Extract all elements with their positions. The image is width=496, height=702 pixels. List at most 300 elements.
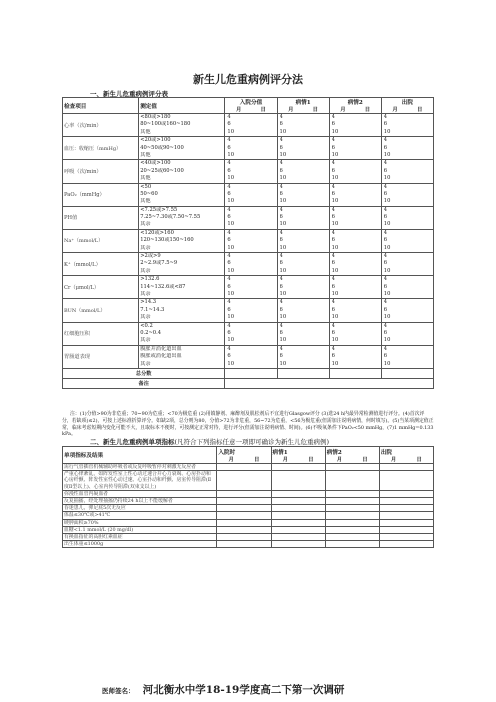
score-option: 6 xyxy=(279,190,283,197)
score-option: 10 xyxy=(279,151,287,158)
score-option: 4 xyxy=(331,229,335,236)
measured-value: >132.6 xyxy=(140,276,160,283)
indicator-row xyxy=(63,512,434,519)
indicator-text: 体温≤30℃或>41℃ xyxy=(63,512,217,519)
measured-value: 其他 xyxy=(140,128,151,135)
score-option: 6 xyxy=(279,283,283,290)
measured-value: <40或>100 xyxy=(140,160,171,167)
score-option: 6 xyxy=(227,237,231,244)
signature-line xyxy=(102,682,344,697)
indicator-check-cell[interactable] xyxy=(217,512,271,519)
score-cell[interactable] xyxy=(329,276,381,299)
score-option: 4 xyxy=(227,114,231,120)
row-measured-values xyxy=(139,183,225,206)
score-table xyxy=(62,97,434,389)
measured-value: >2或>9 xyxy=(140,253,161,260)
measured-value: <80或>180 xyxy=(140,114,171,120)
indicator-check-cell[interactable] xyxy=(217,498,271,505)
score-option: 6 xyxy=(383,306,388,313)
score-row xyxy=(63,137,434,160)
measured-value: <0.2 xyxy=(140,322,153,329)
row-item-name: K⁺（mmol/L） xyxy=(63,253,139,276)
measured-value: <50 xyxy=(140,183,152,190)
indicator-row xyxy=(63,490,434,497)
score-option: 10 xyxy=(331,360,339,367)
measured-value: 其余 xyxy=(140,244,151,251)
score-option: 6 xyxy=(227,121,231,128)
score-option: 6 xyxy=(331,283,335,290)
measured-value: >14.3 xyxy=(140,299,157,306)
score-option: 4 xyxy=(279,206,283,213)
score-cell[interactable] xyxy=(225,345,277,368)
score-row xyxy=(63,253,434,276)
score-cell[interactable] xyxy=(225,276,277,299)
score-cell[interactable] xyxy=(329,322,381,345)
score-option: 4 xyxy=(279,322,283,329)
score-option: 10 xyxy=(227,128,235,135)
total-cell[interactable] xyxy=(381,368,433,378)
score-option: 10 xyxy=(383,290,391,297)
measured-value: 其余 xyxy=(140,290,151,297)
score-option: 4 xyxy=(227,322,231,329)
score-cell[interactable] xyxy=(277,160,329,183)
score-cell[interactable] xyxy=(225,183,277,206)
score-cell[interactable] xyxy=(277,137,329,160)
score-cell[interactable] xyxy=(381,322,433,345)
score-option: 6 xyxy=(227,167,231,174)
indicator-check-cell[interactable] xyxy=(325,490,379,497)
score-option: 4 xyxy=(383,229,388,236)
score-option: 6 xyxy=(383,237,388,244)
indicator-check-cell[interactable] xyxy=(325,519,379,526)
score-option: 4 xyxy=(227,137,231,144)
indicator-check-cell[interactable] xyxy=(379,498,433,505)
row-item-name: 心率（次/min） xyxy=(63,114,139,137)
score-option: 4 xyxy=(279,183,283,190)
score-option: 10 xyxy=(383,337,391,344)
section2-heading: 二、新生儿危重病例单项指标(凡符合下列指标任意一项即可确诊为新生儿危重病例) xyxy=(90,438,330,446)
score-option: 10 xyxy=(331,267,339,274)
score-row xyxy=(63,322,434,345)
indicator-check-cell[interactable] xyxy=(379,464,433,471)
indicator-text: 血糖<1.1 mmol/L (20 mg/dl) xyxy=(63,526,217,533)
measured-value: <20或>100 xyxy=(140,137,171,144)
indicator-check-cell[interactable] xyxy=(379,534,433,541)
score-option: 6 xyxy=(331,190,335,197)
score-option: 10 xyxy=(279,128,287,135)
score-cell[interactable] xyxy=(329,160,381,183)
score-option: 4 xyxy=(331,114,335,120)
indicator-text: 昏迷患儿，弹足底5次无反应 xyxy=(63,505,217,512)
score-option: 4 xyxy=(279,114,283,120)
score-option: 10 xyxy=(331,175,339,182)
score-option: 10 xyxy=(383,128,391,135)
score-option: 6 xyxy=(227,260,231,267)
score-option: 10 xyxy=(331,337,339,344)
indicator-check-cell[interactable] xyxy=(217,471,271,491)
indicator-check-cell[interactable] xyxy=(379,526,433,533)
score-cell[interactable] xyxy=(381,253,433,276)
score-cell[interactable] xyxy=(329,114,381,137)
header-measured: 测定值 xyxy=(139,98,225,114)
measured-value: 40~50或90~100 xyxy=(140,144,184,151)
indicator-check-cell[interactable] xyxy=(271,498,325,505)
row-item-name: Na⁺（mmol/L） xyxy=(63,229,139,252)
indicator-check-cell[interactable] xyxy=(217,526,271,533)
indicator-row xyxy=(63,541,434,548)
score-cell[interactable] xyxy=(381,345,433,368)
score-option: 6 xyxy=(383,329,388,336)
measured-value: 50~60 xyxy=(140,190,158,197)
indicator-check-cell[interactable] xyxy=(271,526,325,533)
score-option: 10 xyxy=(279,198,287,205)
total-cell[interactable] xyxy=(277,368,329,378)
score-option: 6 xyxy=(227,306,231,313)
score-option: 6 xyxy=(227,144,231,151)
indicator-check-cell[interactable] xyxy=(325,498,379,505)
row-measured-values xyxy=(139,299,225,322)
score-cell[interactable] xyxy=(277,253,329,276)
measured-value: 其他 xyxy=(140,151,151,158)
score-option: 4 xyxy=(383,299,388,306)
score-option: 4 xyxy=(331,253,335,260)
score-option: 10 xyxy=(383,360,391,367)
score-option: 10 xyxy=(279,360,287,367)
indicator-check-cell[interactable] xyxy=(325,541,379,548)
score-cell[interactable] xyxy=(381,276,433,299)
indicator-check-cell[interactable] xyxy=(271,519,325,526)
score-cell[interactable] xyxy=(225,322,277,345)
indicator-check-cell[interactable] xyxy=(271,534,325,541)
score-option: 10 xyxy=(279,337,287,344)
score-option: 4 xyxy=(331,137,335,144)
score-option: 6 xyxy=(279,353,283,360)
score-cell[interactable] xyxy=(225,160,277,183)
score-option: 10 xyxy=(227,290,235,297)
row-measured-values xyxy=(139,160,225,183)
score-option: 4 xyxy=(383,137,388,144)
score-option: 10 xyxy=(227,360,235,367)
score-option: 4 xyxy=(331,276,335,283)
score-option: 6 xyxy=(331,353,335,360)
indicator-check-cell[interactable] xyxy=(379,512,433,519)
score-cell[interactable] xyxy=(329,345,381,368)
score-cell[interactable] xyxy=(381,229,433,252)
score-option: 6 xyxy=(279,144,283,151)
score-option: 10 xyxy=(331,151,339,158)
score-option: 10 xyxy=(227,314,235,321)
header-admission: 入院分值 月 日 xyxy=(225,98,277,114)
score-option: 10 xyxy=(383,221,391,228)
score-cell[interactable] xyxy=(277,206,329,229)
score-cell[interactable] xyxy=(225,299,277,322)
indicator-check-cell[interactable] xyxy=(379,471,433,491)
score-option: 4 xyxy=(227,206,231,213)
score-option: 4 xyxy=(227,299,231,306)
measured-value: 20~25或60~100 xyxy=(140,167,184,174)
row-item-name: 红细胞压积 xyxy=(63,322,139,345)
score-cell[interactable] xyxy=(329,137,381,160)
score-option: 4 xyxy=(331,322,335,329)
score-cell[interactable] xyxy=(381,114,433,137)
score-option: 10 xyxy=(383,244,391,251)
score-option: 4 xyxy=(383,276,388,283)
score-option: 10 xyxy=(279,290,287,297)
indicator-check-cell[interactable] xyxy=(217,505,271,512)
score-option: 4 xyxy=(279,276,283,283)
indicator-check-cell[interactable] xyxy=(325,526,379,533)
total-cell[interactable] xyxy=(329,368,381,378)
page-title: 新生儿危重病例评分法 xyxy=(193,73,303,86)
header-discharge: 出院 月 日 xyxy=(381,98,433,114)
score-option: 4 xyxy=(279,160,283,167)
score-option: 4 xyxy=(331,160,335,167)
score-option: 6 xyxy=(227,283,231,290)
indicator-check-cell[interactable] xyxy=(271,464,325,471)
score-option: 6 xyxy=(383,167,388,174)
indicator-row xyxy=(63,505,434,512)
score-option: 4 xyxy=(279,345,283,352)
score-option: 10 xyxy=(279,267,287,274)
score-cell[interactable] xyxy=(381,206,433,229)
watermark-text: 河北衡水中学18-19学度高二下第一次调研 xyxy=(142,684,345,696)
indicator-check-cell[interactable] xyxy=(271,471,325,491)
header-admission2: 入院时 月 日 xyxy=(217,447,271,464)
header-item: 检查项目 xyxy=(63,98,139,114)
score-cell[interactable] xyxy=(329,299,381,322)
indicator-check-cell[interactable] xyxy=(217,541,271,548)
score-cell[interactable] xyxy=(277,299,329,322)
score-option: 6 xyxy=(383,260,388,267)
score-option: 4 xyxy=(227,276,231,283)
indicator-table xyxy=(62,446,434,548)
header-discharge2: 出院 月 日 xyxy=(379,447,433,464)
score-cell[interactable] xyxy=(225,253,277,276)
score-cell[interactable] xyxy=(225,114,277,137)
row-item-name: 血压：收缩压（mmHg） xyxy=(63,137,139,160)
score-option: 6 xyxy=(383,353,388,360)
measured-value: 其他 xyxy=(140,175,151,182)
remark-cell[interactable] xyxy=(225,378,434,388)
score-option: 4 xyxy=(383,183,388,190)
indicator-check-cell[interactable] xyxy=(325,505,379,512)
score-cell[interactable] xyxy=(381,299,433,322)
score-option: 4 xyxy=(331,206,335,213)
score-option: 10 xyxy=(227,151,235,158)
score-option: 4 xyxy=(383,114,388,120)
measured-value: 7.1~14.3 xyxy=(140,306,165,313)
measured-value: 7.25~7.30或7.50~7.55 xyxy=(140,214,201,221)
total-cell[interactable] xyxy=(225,368,277,378)
indicator-check-cell[interactable] xyxy=(379,505,433,512)
score-cell[interactable] xyxy=(225,229,277,252)
score-option: 10 xyxy=(383,151,391,158)
row-item-name: 胃肠道表现 xyxy=(63,345,139,368)
score-option: 10 xyxy=(383,198,391,205)
indicator-check-cell[interactable] xyxy=(217,534,271,541)
score-option: 6 xyxy=(279,260,283,267)
score-option: 10 xyxy=(279,244,287,251)
score-option: 6 xyxy=(227,329,231,336)
score-option: 10 xyxy=(227,175,235,182)
score-cell[interactable] xyxy=(329,206,381,229)
score-option: 10 xyxy=(227,198,235,205)
indicator-row xyxy=(63,471,434,491)
measured-value: 腹胀或消化道出血 xyxy=(140,353,182,360)
indicator-check-cell[interactable] xyxy=(379,541,433,548)
row-item-name: Cr（μmol/L） xyxy=(63,276,139,299)
measured-value: 0.2~0.4 xyxy=(140,329,162,336)
score-cell[interactable] xyxy=(277,345,329,368)
remark-label: 备注 xyxy=(63,378,225,388)
measured-value: <120或>160 xyxy=(140,229,174,236)
indicator-row xyxy=(63,464,434,471)
indicator-check-cell[interactable] xyxy=(325,471,379,491)
score-cell[interactable] xyxy=(381,160,433,183)
score-option: 4 xyxy=(227,253,231,260)
indicator-check-cell[interactable] xyxy=(271,512,325,519)
score-option: 6 xyxy=(383,121,388,128)
score-option: 6 xyxy=(279,167,283,174)
score-option: 4 xyxy=(383,206,388,213)
indicator-check-cell[interactable] xyxy=(271,490,325,497)
score-option: 4 xyxy=(383,345,388,352)
score-option: 6 xyxy=(331,214,335,221)
score-option: 10 xyxy=(227,221,235,228)
score-cell[interactable] xyxy=(225,137,277,160)
score-cell[interactable] xyxy=(329,253,381,276)
indicator-check-cell[interactable] xyxy=(379,490,433,497)
score-option: 4 xyxy=(383,160,388,167)
score-option: 10 xyxy=(279,221,287,228)
score-option: 6 xyxy=(279,214,283,221)
row-item-name: BUN（mmol/L） xyxy=(63,299,139,322)
score-option: 6 xyxy=(227,214,231,221)
measured-value: 其余 xyxy=(140,360,151,367)
score-option: 4 xyxy=(279,137,283,144)
row-item-name: 呼吸（次/min） xyxy=(63,160,139,183)
score-option: 4 xyxy=(227,183,231,190)
row-item-name: PH值 xyxy=(63,206,139,229)
score-option: 6 xyxy=(279,306,283,313)
indicator-text: 严重心律紊乱，如阵发性室上性心动过速合并心力衰竭、心房扑动和心房纤颤、阵发性室性心动过速、心室扑动和纤颤、房室传导阻滞(Ⅱ度Ⅱ型以上)、心室内传导阻滞(双束支以上) xyxy=(63,471,217,491)
score-cell[interactable] xyxy=(381,137,433,160)
indicator-check-cell[interactable] xyxy=(217,519,271,526)
header-course1-2: 病情1 月 日 xyxy=(271,447,325,464)
measured-value: 其余 xyxy=(140,314,151,321)
measured-value: 其余 xyxy=(140,221,151,228)
score-row xyxy=(63,276,434,299)
score-option: 6 xyxy=(383,283,388,290)
indicator-check-cell[interactable] xyxy=(325,534,379,541)
header-indicator: 单项指标及结果 xyxy=(63,447,217,464)
indicator-check-cell[interactable] xyxy=(271,541,325,548)
score-row xyxy=(63,206,434,229)
indicator-text: 有换血指征的高胆红素血症 xyxy=(63,534,217,541)
score-cell[interactable] xyxy=(277,183,329,206)
score-option: 4 xyxy=(331,345,335,352)
indicator-check-cell[interactable] xyxy=(271,505,325,512)
score-option: 6 xyxy=(227,353,231,360)
measured-value: 114~132.6或<87 xyxy=(140,283,186,290)
indicator-check-cell[interactable] xyxy=(379,519,433,526)
indicator-text: 弥漫性血管内凝血者 xyxy=(63,490,217,497)
score-option: 10 xyxy=(331,198,339,205)
indicator-text: 出生体重≤1000g xyxy=(63,541,217,548)
score-option: 10 xyxy=(227,244,235,251)
score-option: 10 xyxy=(383,314,391,321)
score-option: 4 xyxy=(279,229,283,236)
score-option: 10 xyxy=(279,314,287,321)
section1-heading: 一、新生儿危重病例评分表 xyxy=(90,90,168,98)
score-cell[interactable] xyxy=(225,206,277,229)
signature-label: 医师签名： xyxy=(102,687,135,695)
indicator-check-cell[interactable] xyxy=(217,490,271,497)
header-course1: 病情1 月 日 xyxy=(277,98,329,114)
score-option: 10 xyxy=(331,244,339,251)
score-option: 10 xyxy=(331,128,339,135)
notes-paragraph: 注：(1)分值>90为非危重；70~90为危重；<70为极危重 (2)用镇静剂、麻醉剂及肌松剂后不宜进行Glasgow评分 (3)选24 h内最异常检测值进行评分。(4)首次评分，若缺项(≤2)，可按上述标准折算评分。如缺2项，总分则为80，分值>72为非危重，56~72为危重，<56为极危重(但需加注说明病情，何时填写)。(5)当某项测定值正常，临床考虑短期内变化可能不大，且取标本不便时，可按测定正常对待，进行评分(但需加注说明病情、时间)。(6)不吸氧条件下PaO₂<50 mmHg，(7)1 mmHg=0.133 kPa。 xyxy=(62,411,434,438)
score-option: 6 xyxy=(331,121,335,128)
score-cell[interactable] xyxy=(329,229,381,252)
score-cell[interactable] xyxy=(277,229,329,252)
score-option: 4 xyxy=(227,345,231,352)
score-row xyxy=(63,183,434,206)
score-option: 10 xyxy=(331,290,339,297)
row-measured-values xyxy=(139,114,225,137)
indicator-row xyxy=(63,534,434,541)
score-cell[interactable] xyxy=(277,276,329,299)
score-option: 4 xyxy=(331,183,335,190)
score-row xyxy=(63,160,434,183)
indicator-check-cell[interactable] xyxy=(325,464,379,471)
score-option: 4 xyxy=(331,299,335,306)
score-option: 4 xyxy=(383,322,388,329)
score-option: 6 xyxy=(331,306,335,313)
score-cell[interactable] xyxy=(277,114,329,137)
score-row xyxy=(63,229,434,252)
score-row xyxy=(63,345,434,368)
score-option: 6 xyxy=(331,237,335,244)
score-option: 6 xyxy=(279,121,283,128)
indicator-row xyxy=(63,519,434,526)
score-cell[interactable] xyxy=(277,322,329,345)
indicator-check-cell[interactable] xyxy=(217,464,271,471)
indicator-row xyxy=(63,498,434,505)
score-option: 6 xyxy=(383,144,388,151)
score-option: 4 xyxy=(227,160,231,167)
score-option: 10 xyxy=(331,314,339,321)
measured-value: 其余 xyxy=(140,337,151,344)
measured-value: 腹胀并消化道出血 xyxy=(140,345,182,352)
score-option: 6 xyxy=(279,237,283,244)
measured-value: <7.25或>7.55 xyxy=(140,206,178,213)
score-option: 4 xyxy=(279,253,283,260)
indicator-check-cell[interactable] xyxy=(325,512,379,519)
score-option: 6 xyxy=(331,260,335,267)
score-cell[interactable] xyxy=(329,183,381,206)
score-option: 6 xyxy=(227,190,231,197)
row-measured-values xyxy=(139,206,225,229)
row-item-name: PaO₂（mmHg） xyxy=(63,183,139,206)
score-option: 6 xyxy=(383,190,388,197)
score-cell[interactable] xyxy=(381,183,433,206)
score-option: 4 xyxy=(227,229,231,236)
score-option: 4 xyxy=(383,253,388,260)
row-measured-values xyxy=(139,137,225,160)
row-measured-values xyxy=(139,229,225,252)
score-option: 10 xyxy=(383,267,391,274)
